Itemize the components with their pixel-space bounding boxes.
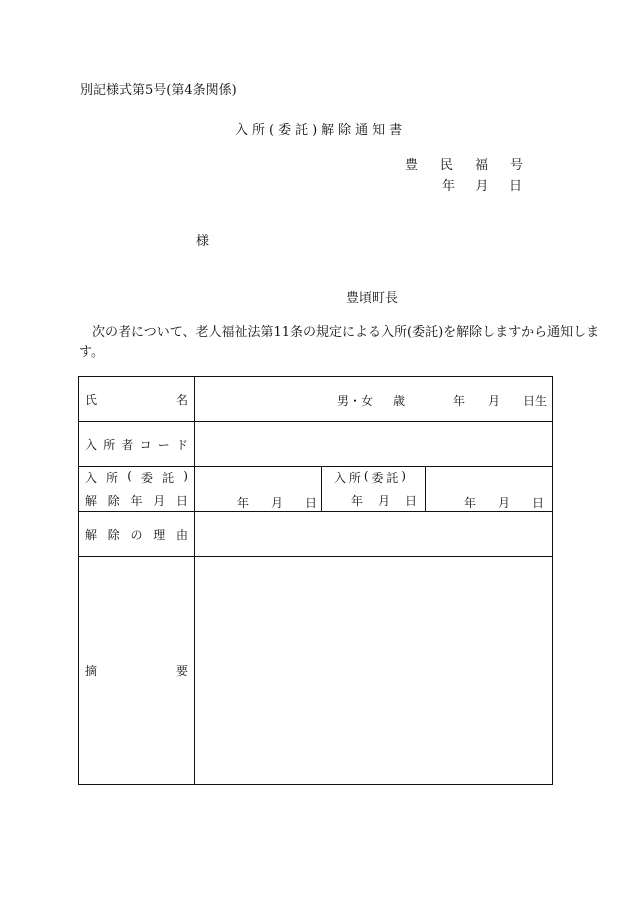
right-date: 年 月 日 [464, 496, 544, 510]
admission-date-cell[interactable] [322, 467, 426, 512]
release-date-value-cell[interactable] [195, 467, 322, 512]
release-label-top: 入 所 ( 委 託 ) [85, 469, 188, 485]
issue-date: 年 月 日 [442, 179, 522, 194]
right-date-cell[interactable] [426, 467, 553, 512]
summary-label-cell: 摘 要 [79, 557, 195, 785]
reason-value-cell[interactable] [195, 512, 553, 557]
reason-row [79, 512, 553, 557]
release-label-bottom: 解 除 年 月 日 [85, 494, 188, 508]
form-reference: 別記様式第5号(第4条関係) [80, 83, 237, 98]
release-date-label-cell [79, 467, 195, 512]
body-line-1: 次の者について、老人福祉法第11条の規定による入所(委託)を解除しますから通知しま [92, 325, 600, 340]
notice-form-table [78, 376, 553, 785]
addressee-honorific: 様 [196, 234, 210, 249]
gender-choice: 男・女 [337, 394, 374, 408]
release-date-row [79, 467, 553, 512]
body-line-2: す。 [79, 345, 104, 360]
admission-date: 年 月 日 [351, 494, 417, 508]
summary-value-cell[interactable] [195, 557, 553, 785]
document-title: 入所(委託)解除通知書 [235, 123, 407, 138]
resident-code-value-cell[interactable] [195, 422, 553, 467]
document-number: 豊 民 福 号 [405, 158, 523, 173]
name-label-cell: 氏 名 [79, 377, 195, 422]
age-unit: 歳 [393, 394, 406, 408]
reason-label-cell: 解 除 の 理 由 [79, 512, 195, 557]
release-date: 年 月 日 [237, 496, 317, 510]
resident-code-row [79, 422, 553, 467]
name-row [79, 377, 553, 422]
admission-label: 入 所 ( 委 託 ) [334, 469, 406, 485]
name-value-cell[interactable] [195, 377, 553, 422]
sender-name: 豊頃町長 [346, 291, 399, 306]
birth-date: 年 月 日生 [453, 394, 547, 408]
resident-code-label-cell: 入 所 者 コ ー ド [79, 422, 195, 467]
summary-row [79, 557, 553, 785]
